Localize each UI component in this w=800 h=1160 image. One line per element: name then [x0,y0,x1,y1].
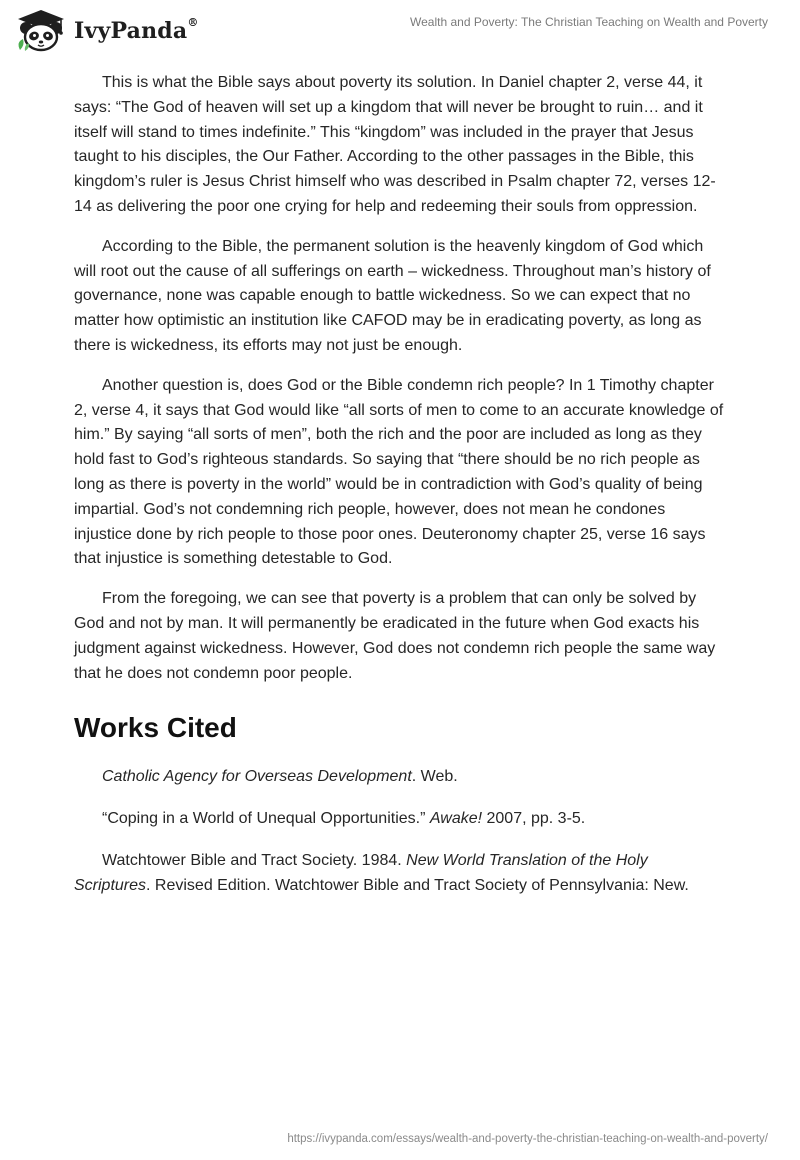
essay-content [74,71,726,916]
ivypanda-logo[interactable] [14,8,199,52]
panda-graduation-cap-logo-icon [14,8,68,52]
works-cited-heading: Works Cited [74,712,237,744]
document-title: Wealth and Poverty: The Christian Teaching on Wealth and Poverty [410,15,768,29]
body-paragraph: From the foregoing, we can see that poverty is a problem that can only be solved by God and not by man. It will permanently be eradicated in the future when God exacts his judgment against wickedness. However, God does not condemn rich people the same way that he does not condemn poor people. [74,590,716,682]
source-url[interactable]: https://ivypanda.com/essays/wealth-and-poverty-the-christian-teaching-on-wealth-and-poverty/ [287,1133,768,1145]
brand-name: IvyPanda® [74,15,199,44]
citation-entry: “Coping in a World of Unequal Opportunities.” Awake! 2007, pp. 3-5. [102,810,586,828]
citation-entry: Catholic Agency for Overseas Development. Web. [102,768,458,786]
body-paragraph: Another question is, does God or the Bible condemn rich people? In 1 Timothy chapter 2, verse 4, it says that God would like “all sorts of men to come to an accurate knowledge of him.” By saying “all sorts of men”, both the rich and the poor are included as long as they hold fast to God’s righteous standards. So saying that “there should be no rich people as long as there is poverty in the world” would be in contradiction with God’s quality of being impartial. God’s not condemning rich people, however, does not mean he condones injustice done by rich people to those poor ones. Deuteronomy chapter 25, verse 16 says that injustice is something detestable to God. [74,376,724,568]
body-paragraph: According to the Bible, the permanent solution is the heavenly kingdom of God which will root out the cause of all sufferings on earth – wickedness. Throughout man’s history of governance, none was capable enough to battle wickedness. So we can expect that no matter how optimistic an institution like CAFOD may be in eradicating poverty, as long as there is wickedness, its efforts may not just be enough. [74,237,711,354]
page-header [0,0,800,60]
body-paragraph: This is what the Bible says about poverty its solution. In Daniel chapter 2, verse 44, it says: “The God of heaven will set up a kingdom that will never be brought to ruin… and it itself will stand to times indefinite.” This “kingdom” was included in the prayer that Jesus taught to his disciples, the Our Father. According to the other passages in the Bible, this kingdom’s ruler is Jesus Christ himself who was described in Psalm chapter 72, verses 12-14 as delivering the poor one crying for help and redeeming their souls from oppression. [74,74,716,215]
citation-entry: Watchtower Bible and Tract Society. 1984. New World Translation of the Holy Scriptures. Revised Edition. Watchtower Bible and Tract Society of Pennsylvania: New. [74,851,689,894]
